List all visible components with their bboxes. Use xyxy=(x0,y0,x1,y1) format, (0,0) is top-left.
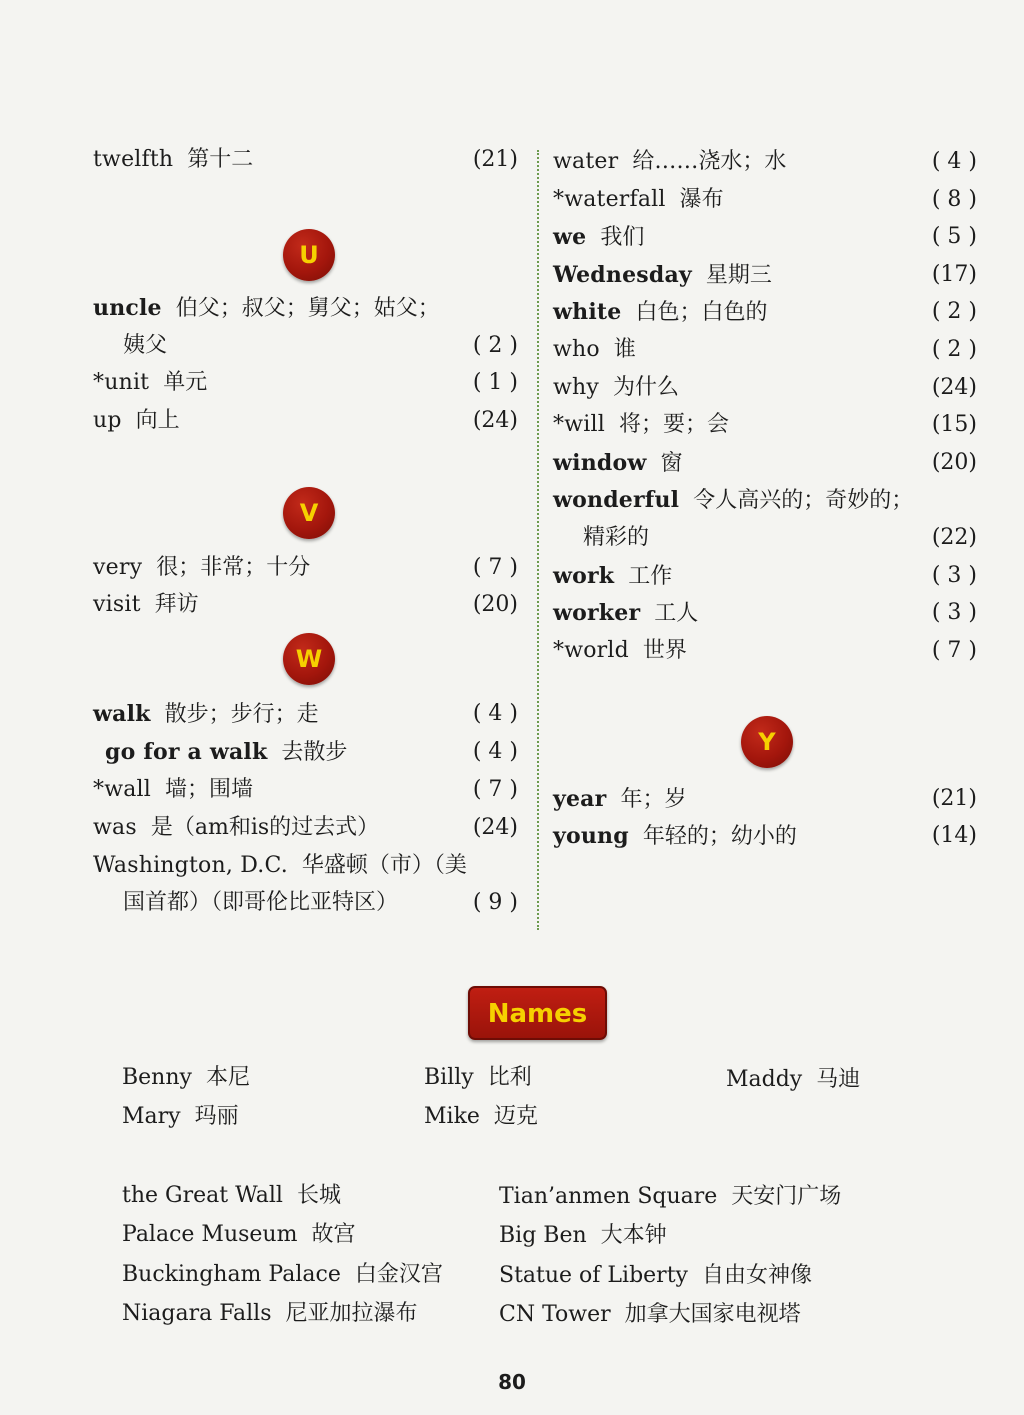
entry-unit-ref: ( 2 ) xyxy=(931,299,977,324)
entry-term: *will xyxy=(553,412,605,437)
glossary-entry xyxy=(553,297,977,327)
glossary-entry xyxy=(553,784,977,814)
entry-definition: 华盛顿（市）（美 xyxy=(301,853,467,878)
entry-unit-ref: ( 7 ) xyxy=(472,555,518,580)
entry-term: walk xyxy=(93,701,151,727)
entry-term: year xyxy=(553,786,607,812)
entry-term: why xyxy=(553,375,600,400)
entry-definition: 令人高兴的；奇妙的； xyxy=(693,488,914,513)
name-chinese: 本尼 xyxy=(205,1065,250,1090)
entry-unit-ref: ( 4 ) xyxy=(931,149,977,174)
glossary-entry xyxy=(93,775,518,805)
glossary-entry xyxy=(553,222,977,252)
place-name xyxy=(122,1260,443,1290)
name-chinese: 白金汉宫 xyxy=(354,1262,443,1287)
name-english: Tian’anmen Square xyxy=(499,1184,718,1209)
entry-definition: 将；要；会 xyxy=(618,412,729,437)
name-chinese: 大本钟 xyxy=(600,1223,667,1248)
entry-unit-ref: ( 4 ) xyxy=(472,739,518,764)
name-english: Buckingham Palace xyxy=(122,1262,341,1287)
entry-unit-ref: ( 2 ) xyxy=(472,333,518,358)
entry-definition: 第十二 xyxy=(187,147,254,172)
glossary-entry xyxy=(93,699,518,729)
entry-definition: 国首都）（即哥伦比亚特区） xyxy=(123,890,399,915)
glossary-entry xyxy=(553,485,977,515)
glossary-entry xyxy=(93,145,518,175)
entry-definition: 去散步 xyxy=(281,740,348,765)
entry-definition: 工作 xyxy=(628,564,673,589)
glossary-entry xyxy=(93,293,518,323)
entry-unit-ref: (21) xyxy=(472,147,518,172)
place-name xyxy=(122,1220,355,1250)
glossary-entry xyxy=(553,410,977,440)
entry-unit-ref: ( 5 ) xyxy=(931,224,977,249)
glossary-entry xyxy=(553,260,977,290)
entry-term: *waterfall xyxy=(553,187,666,212)
entry-definition: 白色；白色的 xyxy=(635,300,768,325)
entry-unit-ref: (21) xyxy=(931,786,977,811)
entry-term: window xyxy=(553,450,647,476)
glossary-entry xyxy=(553,373,977,403)
place-name xyxy=(499,1261,812,1291)
entry-term: we xyxy=(553,224,587,250)
person-name xyxy=(424,1102,538,1132)
place-name xyxy=(499,1221,667,1251)
entry-definition: 姨父 xyxy=(123,333,168,358)
glossary-entry xyxy=(93,368,518,398)
glossary-entry xyxy=(553,636,977,666)
entry-unit-ref: ( 2 ) xyxy=(931,337,977,362)
name-english: CN Tower xyxy=(499,1302,611,1327)
name-english: Niagara Falls xyxy=(122,1301,272,1326)
name-chinese: 加拿大国家电视塔 xyxy=(624,1302,801,1327)
name-english: Palace Museum xyxy=(122,1222,298,1247)
entry-unit-ref: ( 4 ) xyxy=(472,701,518,726)
entry-unit-ref: ( 7 ) xyxy=(472,777,518,802)
column-divider xyxy=(537,150,539,930)
entry-definition: 工人 xyxy=(654,601,699,626)
entry-term: Washington, D.C. xyxy=(93,853,288,878)
entry-definition: 伯父；叔父；舅父；姑父； xyxy=(175,296,440,321)
name-chinese: 马迪 xyxy=(816,1067,861,1092)
entry-unit-ref: ( 3 ) xyxy=(931,563,977,588)
entry-definition: 年；岁 xyxy=(620,787,687,812)
entry-term: go for a walk xyxy=(105,739,268,765)
entry-definition: 星期三 xyxy=(705,263,772,288)
place-name xyxy=(499,1182,841,1212)
glossary-entry-continuation xyxy=(553,523,977,553)
name-english: Statue of Liberty xyxy=(499,1263,688,1288)
glossary-entry xyxy=(93,737,518,767)
entry-term: very xyxy=(93,555,143,580)
glossary-entry xyxy=(553,448,977,478)
person-name xyxy=(122,1102,239,1132)
entry-definition: 散步；步行；走 xyxy=(164,702,319,727)
entry-unit-ref: (20) xyxy=(931,450,977,475)
entry-definition: 世界 xyxy=(642,638,687,663)
name-english: Mike xyxy=(424,1104,480,1129)
entry-definition: 单元 xyxy=(163,370,208,395)
entry-term: work xyxy=(553,563,615,589)
name-english: Mary xyxy=(122,1104,181,1129)
glossary-entry xyxy=(553,821,977,851)
entry-term: *world xyxy=(553,638,629,663)
entry-unit-ref: (24) xyxy=(472,815,518,840)
entry-unit-ref: (17) xyxy=(931,262,977,287)
entry-term: visit xyxy=(93,592,141,617)
entry-unit-ref: (14) xyxy=(931,823,977,848)
entry-unit-ref: (15) xyxy=(931,412,977,437)
glossary-entry xyxy=(93,851,518,881)
name-chinese: 自由女神像 xyxy=(701,1263,812,1288)
entry-definition: 谁 xyxy=(613,337,636,362)
entry-definition: 精彩的 xyxy=(583,525,650,550)
glossary-entry xyxy=(553,335,977,365)
entry-unit-ref: (24) xyxy=(472,408,518,433)
name-english: Big Ben xyxy=(499,1223,587,1248)
name-chinese: 比利 xyxy=(487,1065,532,1090)
entry-term: uncle xyxy=(93,295,162,321)
letter-badge-w: W xyxy=(283,633,335,685)
name-chinese: 故宫 xyxy=(311,1222,356,1247)
entry-term: wonderful xyxy=(553,487,680,513)
person-name xyxy=(726,1065,860,1095)
entry-unit-ref: ( 8 ) xyxy=(931,187,977,212)
place-name xyxy=(122,1299,418,1329)
name-chinese: 尼亚加拉瀑布 xyxy=(285,1301,418,1326)
glossary-entry xyxy=(93,406,518,436)
entry-term: young xyxy=(553,823,629,849)
entry-term: up xyxy=(93,408,122,433)
entry-term: *unit xyxy=(93,370,150,395)
glossary-entry xyxy=(553,185,977,215)
entry-term: twelfth xyxy=(93,147,174,172)
entry-term: water xyxy=(553,149,619,174)
entry-unit-ref: ( 1 ) xyxy=(472,370,518,395)
entry-definition: 为什么 xyxy=(613,375,680,400)
letter-badge-v: V xyxy=(283,487,335,539)
entry-unit-ref: (20) xyxy=(472,592,518,617)
place-name xyxy=(499,1300,801,1330)
name-english: Maddy xyxy=(726,1067,803,1092)
entry-definition: 是（am和is的过去式） xyxy=(150,815,380,840)
entry-unit-ref: ( 7 ) xyxy=(931,638,977,663)
entry-term: Wednesday xyxy=(553,262,692,288)
name-english: Benny xyxy=(122,1065,192,1090)
entry-term: who xyxy=(553,337,600,362)
letter-badge-y: Y xyxy=(741,716,793,768)
entry-term: was xyxy=(93,815,137,840)
entry-unit-ref: (22) xyxy=(931,525,977,550)
entry-definition: 很；非常；十分 xyxy=(156,555,311,580)
entry-term: *wall xyxy=(93,777,152,802)
entry-definition: 窗 xyxy=(660,451,683,476)
entry-definition: 给……浇水；水 xyxy=(632,149,787,174)
name-chinese: 天安门广场 xyxy=(731,1184,842,1209)
glossary-entry-continuation xyxy=(93,888,518,918)
entry-definition: 年轻的；幼小的 xyxy=(642,824,797,849)
person-name xyxy=(122,1063,250,1093)
entry-definition: 拜访 xyxy=(154,592,199,617)
glossary-entry xyxy=(553,598,977,628)
page-number: 80 xyxy=(498,1370,526,1394)
name-english: the Great Wall xyxy=(122,1183,283,1208)
letter-badge-u: U xyxy=(283,229,335,281)
name-english: Billy xyxy=(424,1065,474,1090)
glossary-entry xyxy=(553,147,977,177)
place-name xyxy=(122,1181,341,1211)
glossary-entry xyxy=(553,561,977,591)
name-chinese: 迈克 xyxy=(493,1104,538,1129)
names-section-badge: Names xyxy=(468,986,607,1040)
name-chinese: 长城 xyxy=(296,1183,341,1208)
name-chinese: 玛丽 xyxy=(194,1104,239,1129)
glossary-entry xyxy=(93,553,518,583)
glossary-entry xyxy=(93,813,518,843)
entry-definition: 瀑布 xyxy=(679,187,724,212)
entry-unit-ref: (24) xyxy=(931,375,977,400)
entry-definition: 墙；围墙 xyxy=(165,777,254,802)
entry-unit-ref: ( 9 ) xyxy=(472,890,518,915)
entry-definition: 向上 xyxy=(135,408,180,433)
entry-term: white xyxy=(553,299,622,325)
entry-term: worker xyxy=(553,600,641,626)
glossary-entry xyxy=(93,590,518,620)
person-name xyxy=(424,1063,532,1093)
entry-unit-ref: ( 3 ) xyxy=(931,600,977,625)
entry-definition: 我们 xyxy=(600,225,645,250)
glossary-entry-continuation xyxy=(93,331,518,361)
